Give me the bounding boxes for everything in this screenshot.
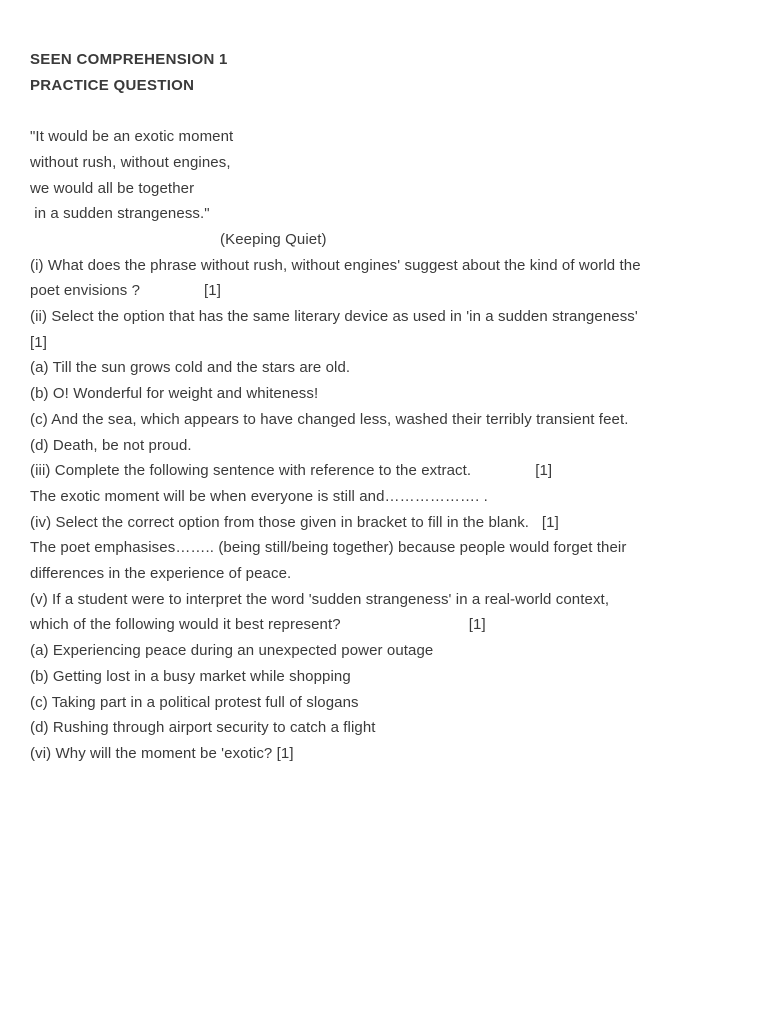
question-5-option-a: (a) Experiencing peace during an unexpected power outage (30, 642, 434, 660)
document-page (30, 47, 740, 767)
question-2-text: (ii) Select the option that has the same literary device as used in 'in a sudden strangeness' (30, 308, 638, 326)
spacer (30, 98, 740, 124)
poem-extract (30, 124, 740, 253)
question-4-sentence-cont: differences in the experience of peace. (30, 565, 292, 583)
extract-line: without rush, without engines, (30, 153, 231, 171)
question-5-option-c: (c) Taking part in a political protest full of slogans (30, 693, 359, 711)
question-1-text: (i) What does the phrase without rush, without engines' suggest about the kind of world the (30, 256, 641, 274)
question-4-sentence: The poet emphasises…….. (being still/being together) because people would forget their (30, 539, 627, 557)
question-2-option-c: (c) And the sea, which appears to have changed less, washed their terribly transient feet. (30, 410, 629, 428)
question-5-text-cont: which of the following would it best represent? [1] (30, 616, 486, 634)
question-2-option-a: (a) Till the sun grows cold and the stars are old. (30, 359, 351, 377)
question-4-text: (iv) Select the correct option from those given in bracket to fill in the blank. [1] (30, 513, 559, 531)
question-5-option-b: (b) Getting lost in a busy market while shopping (30, 667, 351, 685)
question-2-option-b: (b) O! Wonderful for weight and whiteness! (30, 385, 319, 403)
question-3-sentence: The exotic moment will be when everyone is still and………………. . (30, 487, 488, 505)
extract-line: we would all be together (30, 179, 195, 197)
page-subtitle: PRACTICE QUESTION (30, 76, 195, 94)
question-6-text: (vi) Why will the moment be 'exotic? [1] (30, 744, 294, 762)
question-list (30, 253, 740, 767)
question-2-option-d: (d) Death, be not proud. (30, 436, 192, 454)
question-3-text: (iii) Complete the following sentence with reference to the extract. [1] (30, 462, 553, 480)
question-1-text-cont: poet envisions ? [1] (30, 282, 221, 300)
question-2-marks: [1] (30, 333, 47, 351)
question-5-text: (v) If a student were to interpret the word 'sudden strangeness' in a real-world context, (30, 590, 610, 608)
extract-attribution: (Keeping Quiet) (220, 230, 327, 248)
extract-line: "It would be an exotic moment (30, 128, 234, 146)
page-title: SEEN COMPREHENSION 1 (30, 51, 228, 68)
extract-line: in a sudden strangeness." (30, 205, 210, 223)
question-5-option-d: (d) Rushing through airport security to catch a flight (30, 719, 376, 737)
